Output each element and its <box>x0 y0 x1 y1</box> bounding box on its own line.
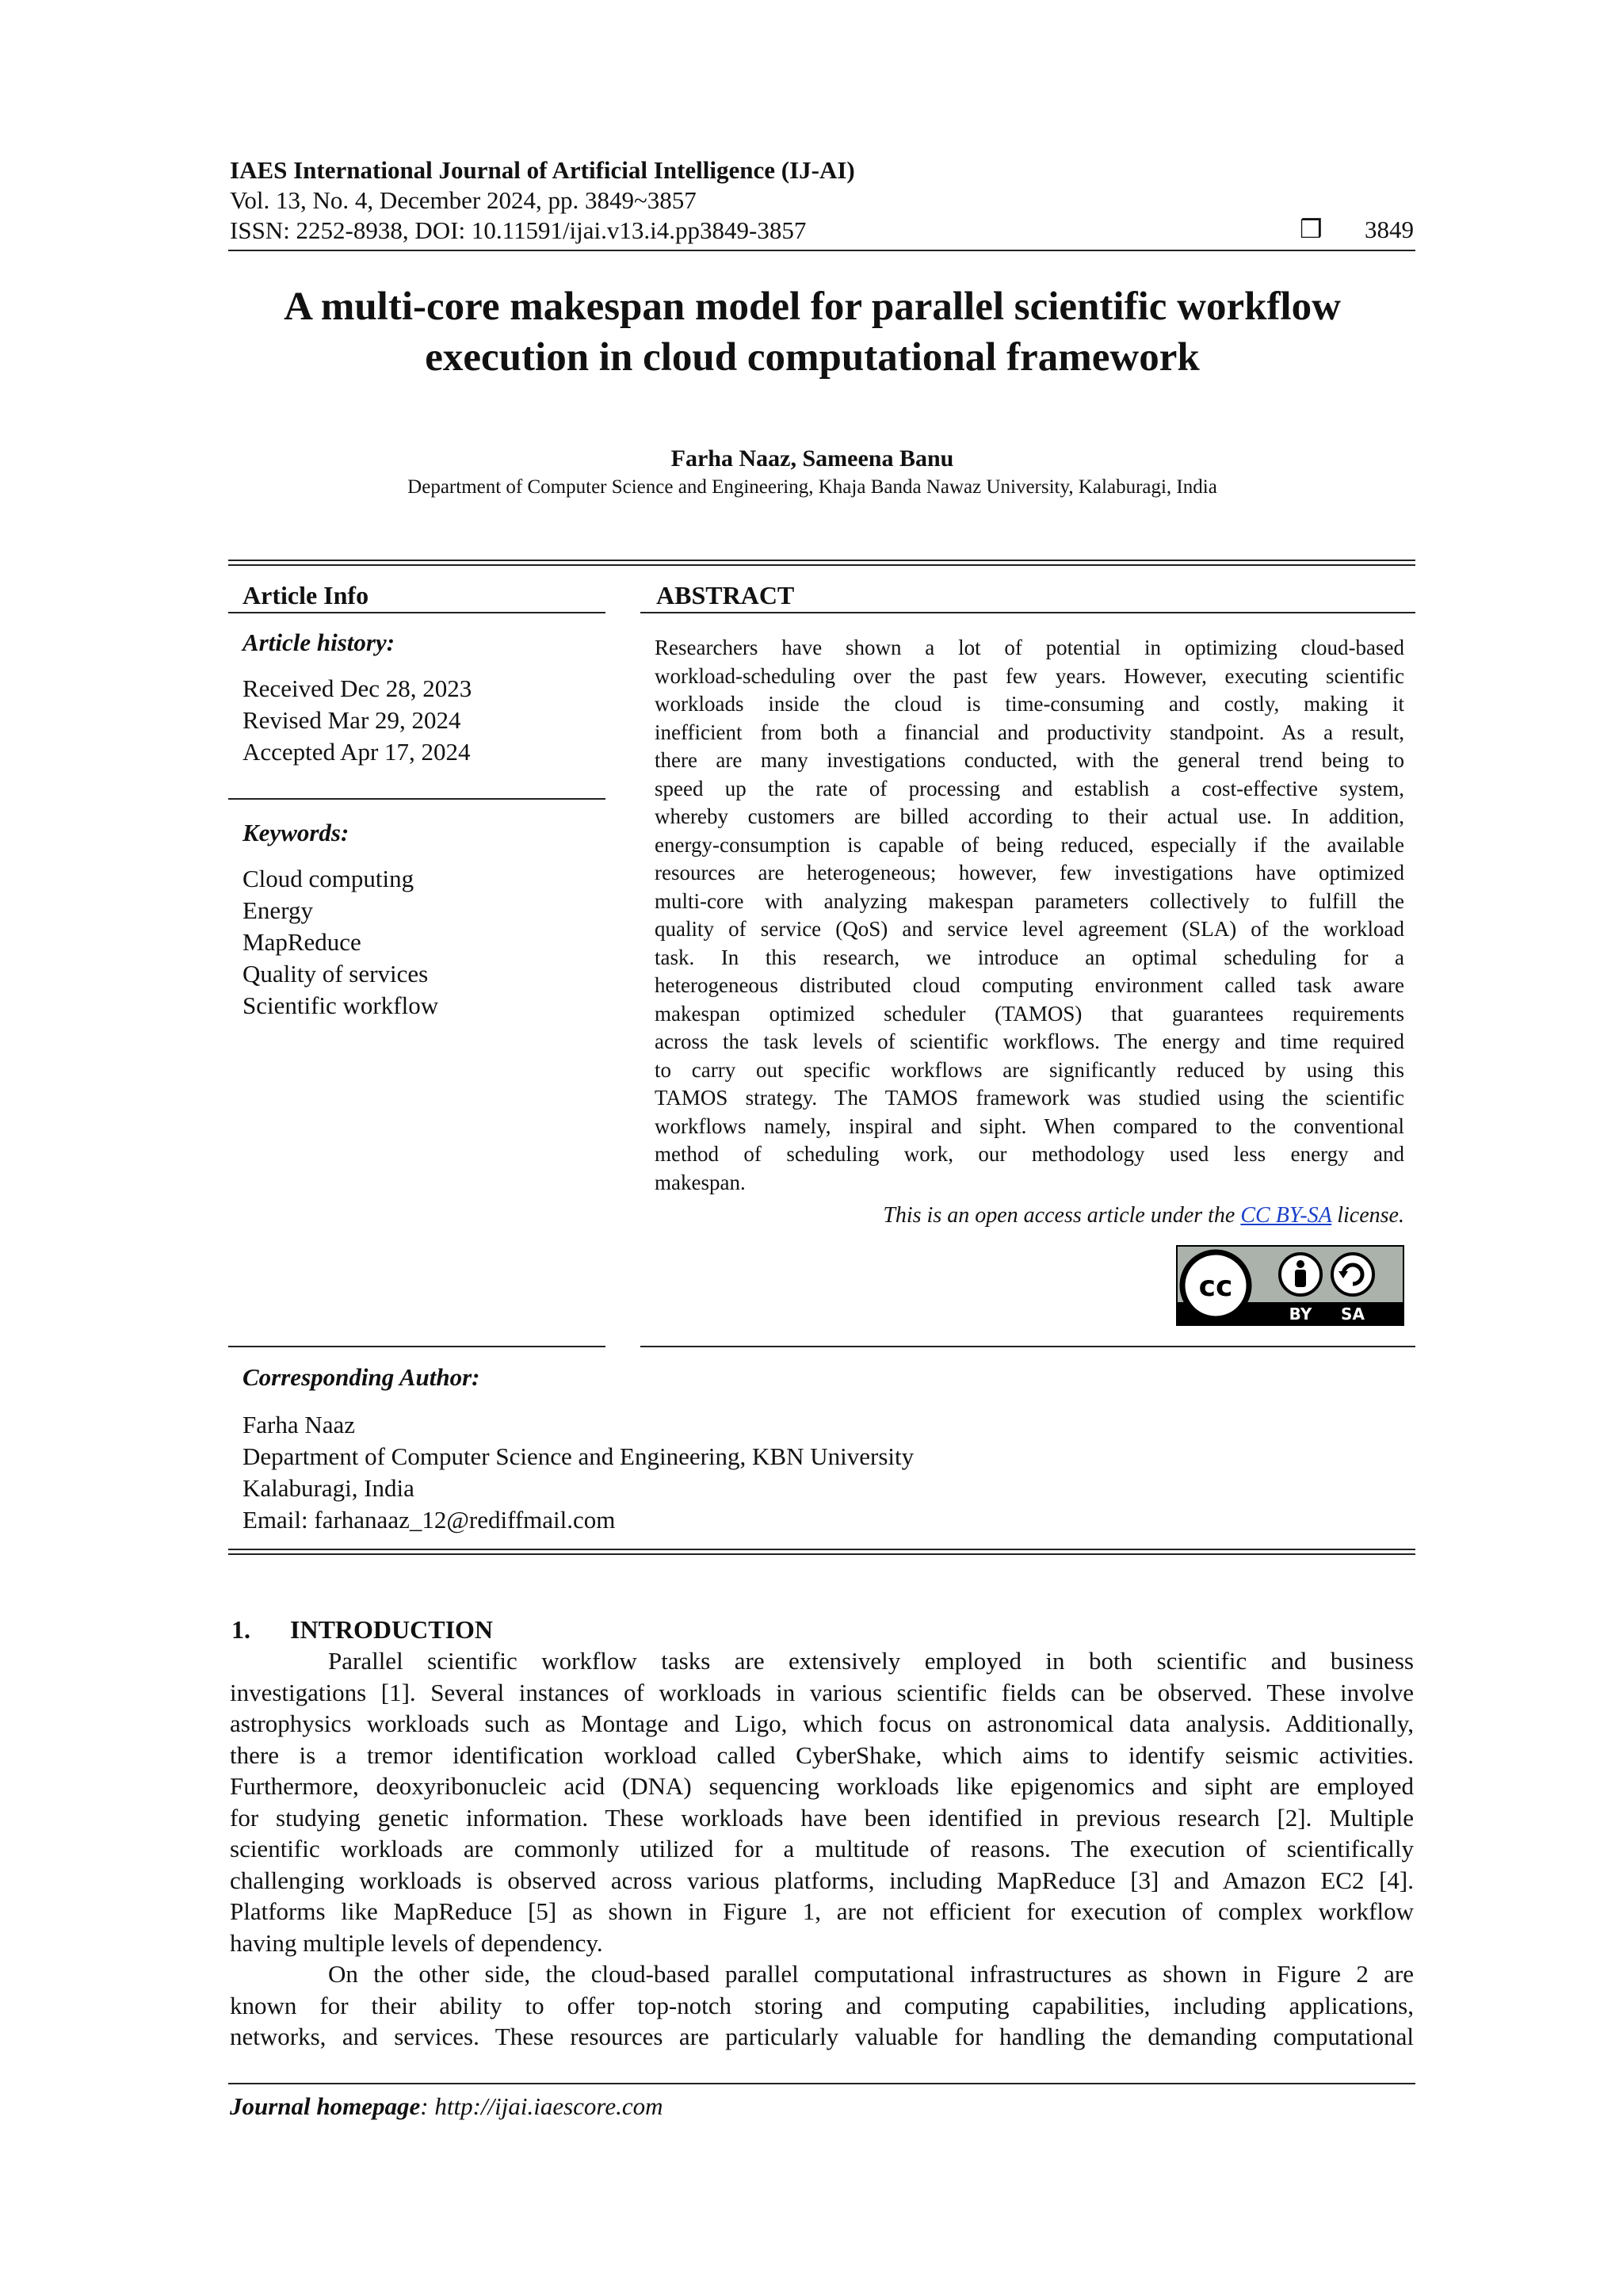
intro-heading: INTRODUCTION <box>290 1615 494 1644</box>
abstract-col-bottom-rule <box>640 1346 1415 1347</box>
intro-number: 1. <box>231 1615 250 1644</box>
journal-name: IAES International Journal of Artificial Intelligence (IJ-AI) <box>230 156 855 184</box>
info-rule-bottom2 <box>228 1553 1415 1555</box>
footer-rule <box>228 2083 1415 2084</box>
journal-volume: Vol. 13, No. 4, December 2024, pp. 3849~3857 <box>230 186 697 214</box>
revised-date: Revised Mar 29, 2024 <box>242 706 461 734</box>
abstract-line: heterogeneous distributed cloud computing environment called task aware <box>655 973 1404 997</box>
box-icon: ❒ <box>1300 215 1323 243</box>
license-prefix: This is an open access article under the <box>883 1203 1241 1228</box>
abstract-line: energy-consumption is capable of being reduced, especially if the available <box>655 832 1404 857</box>
authors: Farha Naaz, Sameena Banu <box>670 445 954 472</box>
body-line: investigations [1]. Several instances of workloads in various scientific fields can be observed. These involve <box>230 1678 1414 1706</box>
body-line: Parallel scientific workflow tasks are extensively employed in both scientific and business <box>328 1647 1414 1675</box>
open-access-note <box>883 1203 1404 1228</box>
abstract-line: makespan. <box>655 1170 746 1194</box>
abstract-line: workload-scheduling over the past few years. However, executing scientific <box>655 663 1404 688</box>
body-line: challenging workloads is observed across various platforms, including MapReduce [3] and Amazon EC2 [4]. <box>230 1866 1414 1894</box>
title-line: execution in cloud computational framework <box>425 335 1200 380</box>
share-alike-icon <box>1332 1254 1373 1295</box>
keyword: MapReduce <box>242 928 361 956</box>
cc-badge-graphic <box>1176 1245 1404 1326</box>
abstract-line: inefficient from both a financial and productivity standpoint. As a result, <box>655 720 1404 744</box>
keywords-list <box>242 863 438 1022</box>
by-attribution-icon <box>1280 1254 1321 1295</box>
abstract-line: workloads inside the cloud is time-consuming and costly, making it <box>655 692 1404 716</box>
article-info-heading: Article Info <box>242 581 369 609</box>
abstract-line: makespan optimized scheduler (TAMOS) that guarantees requirements <box>655 1001 1404 1026</box>
abstract-line: method of scheduling work, our methodology used less energy and <box>655 1142 1404 1166</box>
body-line: having multiple levels of dependency. <box>230 1928 603 1957</box>
keyword: Quality of services <box>242 960 429 988</box>
body-line: astrophysics workloads such as Montage and Ligo, which focus on astronomical data analysis. Additionally, <box>230 1710 1414 1737</box>
abstract-line: multi-core with analyzing makespan parameters collectively to fulfill the <box>655 888 1404 913</box>
paper-title <box>190 281 1434 383</box>
license-suffix: license. <box>1331 1203 1404 1228</box>
abstract-line: across the task levels of scientific workflows. The energy and time required <box>655 1030 1404 1053</box>
body-line: for studying genetic information. These workloads have been identified in previous research [2]. Multiple <box>230 1803 1414 1832</box>
abstract-line: task. In this research, we introduce an optimal scheduling for a <box>655 945 1404 969</box>
journal-issn: ISSN: 2252-8938, DOI: 10.11591/ijai.v13.i4.pp3849-3857 <box>230 216 807 244</box>
body-line: Furthermore, deoxyribonucleic acid (DNA) sequencing workloads like epigenomics and sipht are employed <box>230 1772 1414 1800</box>
intro-paragraph-2 <box>230 1958 1414 2053</box>
corresponding-line: Kalaburagi, India <box>242 1474 414 1502</box>
body-line: On the other side, the cloud-based parallel computational infrastructures as shown in Figure 2 are <box>328 1960 1414 1988</box>
abstract-line: workflows namely, inspiral and sipht. When compared to the conventional <box>655 1114 1404 1138</box>
body-line: there is a tremor identification workload called CyberShake, which aims to identify seismic activities. <box>230 1740 1414 1769</box>
intro-paragraph-1 <box>230 1645 1414 1958</box>
body-line: known for their ability to offer top-notch storing and computing capabilities, including applications, <box>230 1991 1414 2019</box>
body-line: Platforms like MapReduce [5] as shown in Figure 1, are not efficient for execution of complex workflow <box>230 1897 1414 1925</box>
cc-icon <box>1182 1252 1249 1319</box>
info-col-bottom-rule <box>228 1346 605 1347</box>
journal-homepage <box>230 2092 663 2121</box>
info-rule-top <box>228 560 1415 561</box>
corresponding-block <box>242 1409 914 1536</box>
body-line: networks, and services. These resources are particularly valuable for handling the demanding computational <box>230 2023 1414 2050</box>
keywords-heading: Keywords: <box>242 819 349 846</box>
abstract-line: speed up the rate of processing and establish a cost-effective system, <box>655 776 1404 800</box>
license-link[interactable]: CC BY-SA <box>1240 1203 1332 1228</box>
abstract-line: quality of service (QoS) and service level agreement (SLA) of the workload <box>655 917 1404 941</box>
abstract-line: whereby customers are billed according to their actual use. In addition, <box>655 804 1404 828</box>
history-rule <box>228 798 605 800</box>
homepage-url[interactable]: : http://ijai.iaescore.com <box>420 2092 663 2120</box>
badge-by-label: BY <box>1289 1305 1312 1324</box>
accepted-date: Accepted Apr 17, 2024 <box>242 738 471 766</box>
abstract-line: Researchers have shown a lot of potential in optimizing cloud-based <box>655 636 1404 659</box>
title-line: A multi-core makespan model for parallel scientific workflow <box>284 285 1341 329</box>
cc-by-sa-badge[interactable] <box>1176 1245 1404 1326</box>
info-rule-bottom <box>228 1549 1415 1550</box>
abstract-rule <box>640 612 1415 613</box>
homepage-label: Journal homepage <box>230 2092 421 2120</box>
abstract-heading: ABSTRACT <box>656 581 795 609</box>
corresponding-line: Email: farhanaaz_12@rediffmail.com <box>242 1506 616 1534</box>
corresponding-heading: Corresponding Author: <box>242 1363 480 1391</box>
abstract-line: resources are heterogeneous; however, few investigations have optimized <box>655 861 1404 884</box>
abstract-line: there are many investigations conducted, with the general trend being to <box>655 748 1404 772</box>
corresponding-line: Farha Naaz <box>242 1411 355 1438</box>
abstract-line: TAMOS strategy. The TAMOS framework was studied using the scientific <box>655 1086 1404 1110</box>
keyword: Scientific workflow <box>242 991 439 1019</box>
article-info-rule <box>228 612 605 613</box>
info-rule-top2 <box>228 564 1415 566</box>
abstract-body <box>655 634 1404 1197</box>
svg-text:cc: cc <box>1198 1270 1233 1303</box>
corresponding-line: Department of Computer Science and Engineering, KBN University <box>242 1442 915 1470</box>
abstract-line: to carry out specific workflows are significantly reduced by using this <box>655 1057 1404 1082</box>
badge-sa-label: SA <box>1341 1305 1365 1324</box>
history-heading: Article history: <box>242 628 395 656</box>
keyword: Energy <box>242 896 313 924</box>
body-line: scientific workloads are commonly utilized for a multitude of reasons. The execution of scientifically <box>230 1835 1414 1862</box>
affiliation: Department of Computer Science and Engineering, Khaja Banda Nawaz University, Kalaburagi, India <box>407 476 1217 498</box>
keyword: Cloud computing <box>242 865 414 892</box>
header-rule <box>228 250 1415 251</box>
received-date: Received Dec 28, 2023 <box>242 674 472 702</box>
page-number: 3849 <box>1365 216 1414 243</box>
